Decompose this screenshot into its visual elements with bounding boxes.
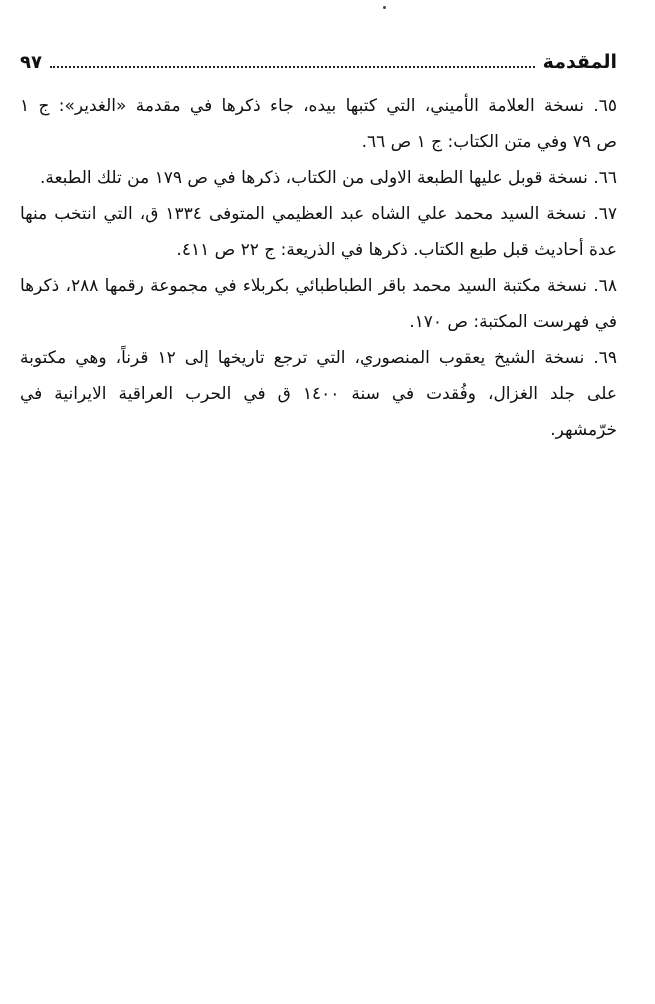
entry-69 [20,340,617,448]
entry-65 [20,88,617,160]
entry-line: في فهرست المكتبة: ص ١٧٠. [409,312,617,332]
entry-66 [20,160,617,196]
entry-line: على جلد الغزال، وفُقدت في سنة ١٤٠٠ ق في الحرب العراقية الايرانية في [20,384,617,404]
entry-line: ٦٦. نسخة قوبل عليها الطبعة الاولى من الكتاب، ذكرها في ص ١٧٩ من تلك الطبعة. [39,168,617,188]
leader-dots [50,66,535,68]
entry-68 [20,268,617,340]
page-number: ٩٧ [20,52,42,73]
running-title: المقدمة [542,51,617,73]
scan-speck [383,6,386,9]
entry-line: خرّمشهر. [550,420,617,440]
page-body [20,88,617,448]
entry-line: ص ٧٩ وفي متن الكتاب: ج ١ ص ٦٦. [361,132,617,152]
entry-line: عدة أحاديث قبل طبع الكتاب. ذكرها في الذريعة: ج ٢٢ ص ٤١١. [176,240,617,260]
page-header [20,44,617,72]
entry-line: ٦٨. نسخة مكتبة السيد محمد باقر الطباطبائي بكربلاء في مجموعة رقمها ٢٨٨، ذكرها [20,276,617,296]
entry-67 [20,196,617,268]
entry-line: ٦٩. نسخة الشيخ يعقوب المنصوري، التي ترجع تاريخها إلى ١٢ قرناً، وهي مكتوبة [20,348,617,368]
entry-line: ٦٧. نسخة السيد محمد علي الشاه عبد العظيمي المتوفى ١٣٣٤ ق، التي انتخب منها [20,204,617,224]
entry-line: ٦٥. نسخة العلامة الأميني، التي كتبها بيده، جاء ذكرها في مقدمة «الغدير»: ج ١ [20,96,617,116]
